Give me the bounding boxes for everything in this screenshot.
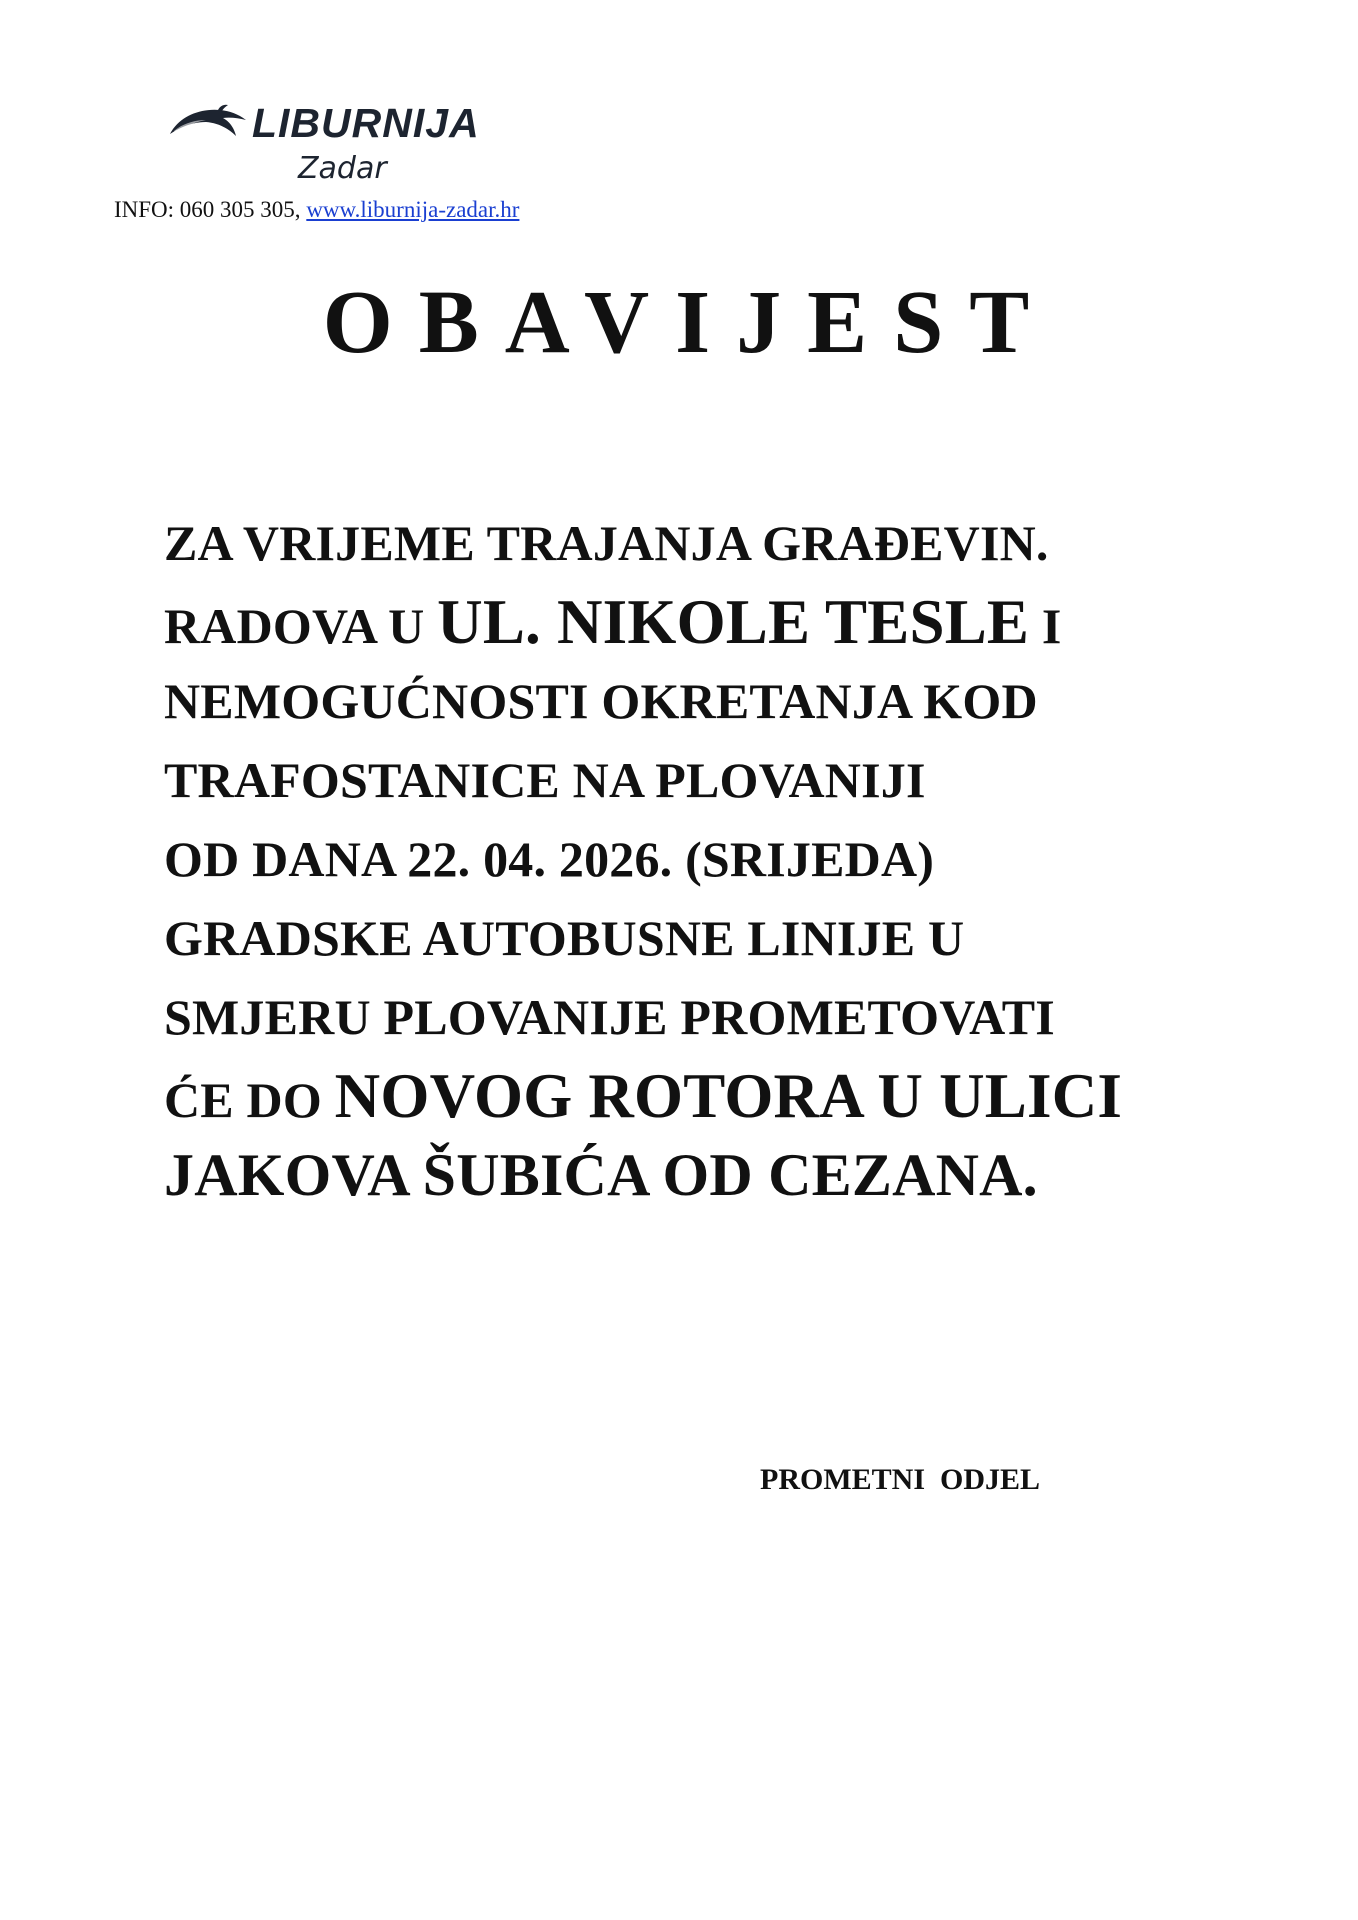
notice-line-2-start: RADOVA U bbox=[164, 598, 438, 654]
dolphin-icon bbox=[168, 104, 250, 148]
website-link[interactable]: www.liburnija-zadar.hr bbox=[306, 197, 520, 222]
logo-city: Zadar bbox=[298, 151, 387, 186]
logo-wordmark: LIBURNIJA bbox=[252, 100, 480, 146]
liburnija-logo bbox=[168, 100, 480, 190]
signature: PROMETNI ODJEL bbox=[760, 1463, 1041, 1496]
page-title: OBAVIJEST bbox=[322, 273, 1056, 372]
notice-line-5: OD DANA 22. 04. 2026. (SRIJEDA) bbox=[164, 831, 935, 887]
notice-roundabout: NOVOG ROTORA U ULICI bbox=[334, 1061, 1123, 1131]
notice-line-8-start: ĆE DO bbox=[164, 1072, 335, 1128]
notice-line-2-end: I bbox=[1029, 598, 1062, 654]
notice-line-7: SMJERU PLOVANIJE PROMETOVATI bbox=[164, 989, 1055, 1045]
notice-body bbox=[164, 504, 1294, 1215]
notice-line-6: GRADSKE AUTOBUSNE LINIJE U bbox=[164, 910, 965, 966]
notice-street-name: UL. NIKOLE TESLE bbox=[437, 587, 1030, 657]
notice-line-9: JAKOVA ŠUBIĆA OD CEZANA. bbox=[164, 1142, 1038, 1208]
notice-line-3: NEMOGUĆNOSTI OKRETANJA KOD bbox=[164, 673, 1038, 729]
info-phone: INFO: 060 305 305, bbox=[114, 197, 301, 222]
notice-line-8 bbox=[164, 1057, 1294, 1136]
notice-line-4: TRAFOSTANICE NA PLOVANIJI bbox=[164, 752, 926, 808]
info-line bbox=[114, 196, 519, 224]
notice-line-2 bbox=[164, 583, 1294, 662]
notice-line-1: ZA VRIJEME TRAJANJA GRAĐEVIN. bbox=[164, 515, 1049, 571]
